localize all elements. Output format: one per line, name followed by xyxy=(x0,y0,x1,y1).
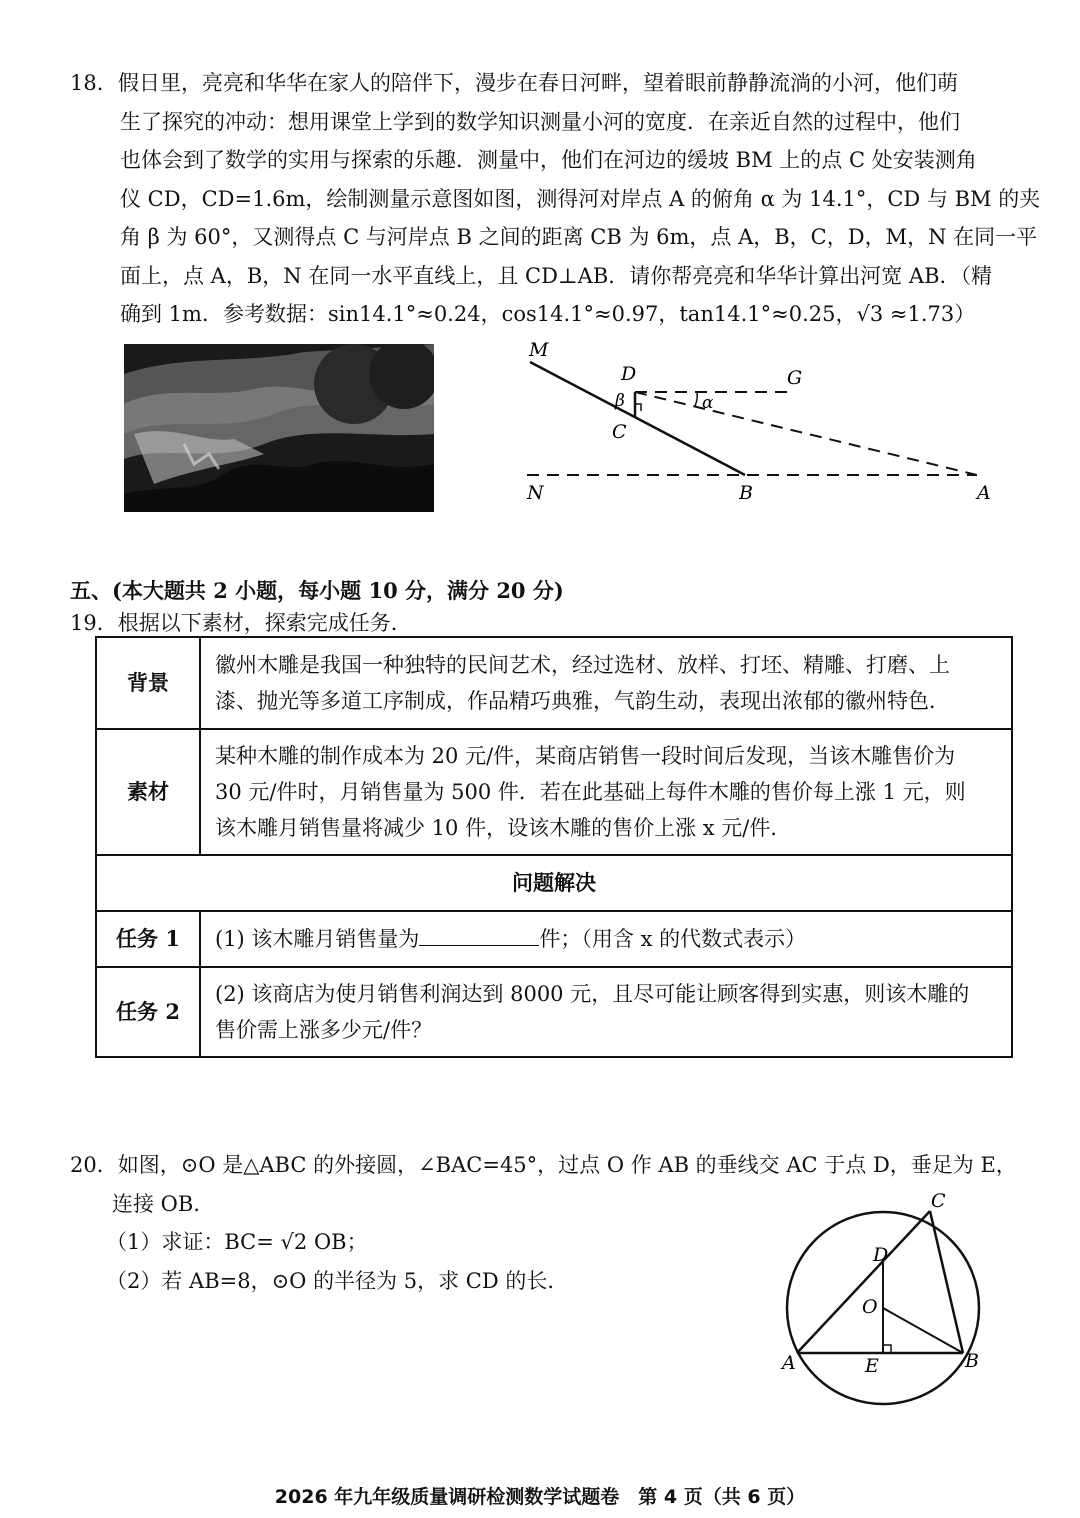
task-1-content: (1) 该木雕月销售量为 件；（用含 x 的代数式表示） xyxy=(200,911,1012,967)
label-b: B xyxy=(739,482,753,504)
label-alpha: α xyxy=(702,393,714,413)
line-da-dashed xyxy=(635,392,977,475)
table-row-task-2 xyxy=(96,967,1012,1057)
label-o: O xyxy=(862,1296,878,1318)
label-a: A xyxy=(782,1352,796,1374)
q19-intro: 19．根据以下素材，探索完成任务． xyxy=(70,611,412,635)
label-m: M xyxy=(529,339,549,361)
label-n: N xyxy=(527,482,544,504)
line-ob xyxy=(883,1308,963,1353)
page-footer: 2026 年九年级质量调研检测数学试题卷 第 4 页（共 6 页） xyxy=(274,1486,806,1508)
q18-line-4: 仪 CD，CD=1.6m，绘制测量示意图如图，测得河对岸点 A 的俯角 α 为 14.1°，CD 与 BM 的夹 xyxy=(120,186,1041,211)
q20-diagram xyxy=(770,1185,1010,1425)
label-g: G xyxy=(787,367,803,389)
section-5-title: 五、(本大题共 2 小题，每小题 10 分，满分 20 分) xyxy=(70,578,564,603)
q19-material-table xyxy=(95,636,1013,1058)
table-row-problem-header xyxy=(96,855,1012,911)
task-2-content: (2) 该商店为使月销售利润达到 8000 元，且尽可能让顾客得到实惠，则该木雕的 售价需上涨多少元/件？ xyxy=(200,967,1012,1057)
label-b: B xyxy=(965,1350,979,1372)
background-label: 背景 xyxy=(96,637,200,729)
q18-line-6: 面上，点 A，B，N 在同一水平直线上，且 CD⊥AB．请你帮亮亮和华华计算出河宽 AB．（精 xyxy=(120,263,993,288)
angle-alpha-arc xyxy=(695,392,697,406)
q18-line-1: 18. 假日里，亮亮和华华在家人的陪伴下，漫步在春日河畔，望着眼前静静流淌的小河，他们萌 xyxy=(70,64,1050,103)
q18-line-7: 确到 1m．参考数据：sin14.1°≈0.24，cos14.1°≈0.97，tan14.1°≈0.25，√3 ≈1.73） xyxy=(120,302,976,326)
river-photo xyxy=(124,344,434,512)
table-row-material xyxy=(96,729,1012,855)
label-d: D xyxy=(873,1244,889,1266)
q18-line-3: 也体会到了数学的实用与探索的乐趣．测量中，他们在河边的缓坡 BM 上的点 C 处安装测角 xyxy=(120,148,977,172)
q18-diagram xyxy=(515,336,1005,506)
q18-number: 18. xyxy=(70,71,104,95)
line-bc xyxy=(930,1211,963,1353)
label-e: E xyxy=(865,1355,879,1377)
label-c: C xyxy=(612,421,627,443)
material-content: 某种木雕的制作成本为 20 元/件，某商店销售一段时间后发现，当该木雕售价为 30 元/件时，月销售量为 500 件．若在此基础上每件木雕的售价每上涨 1 元，则 该木雕月销售量将减少 10 件，设该木雕的售价上涨 x 元/件． xyxy=(200,729,1012,855)
q20-part-2: （2）若 AB=8，⊙O 的半径为 5，求 CD 的长． xyxy=(106,1268,569,1293)
label-d: D xyxy=(621,363,637,385)
material-label: 素材 xyxy=(96,729,200,855)
q20-line-2: 连接 OB． xyxy=(112,1191,215,1216)
q20-part-1: （1）求证：BC= √2 OB； xyxy=(106,1230,368,1254)
background-content: 徽州木雕是我国一种独特的民间艺术，经过选材、放样、打坯、精雕、打磨、上 漆、抛光等多道工序制成，作品精巧典雅，气韵生动，表现出浓郁的徽州特色． xyxy=(200,637,1012,729)
label-c: C xyxy=(931,1190,946,1212)
q18-line-2: 生了探究的冲动：想用课堂上学到的数学知识测量小河的宽度．在亲近自然的过程中，他们 xyxy=(120,109,960,134)
table-row-task-1 xyxy=(96,911,1012,967)
line-mb xyxy=(530,362,745,475)
label-a: A xyxy=(977,482,991,504)
problem-header: 问题解决 xyxy=(96,855,1012,911)
task-2-label: 任务 2 xyxy=(96,967,200,1057)
question-18 xyxy=(70,64,1050,334)
label-beta: β xyxy=(615,391,625,411)
line-ac xyxy=(797,1211,930,1353)
task-1-label: 任务 1 xyxy=(96,911,200,967)
table-row-background xyxy=(96,637,1012,729)
answer-blank[interactable] xyxy=(419,923,539,946)
q20-line-1: 20．如图，⊙O 是△ABC 的外接圆，∠BAC=45°，过点 O 作 AB 的垂线交 AC 于点 D，垂足为 E， xyxy=(70,1153,1017,1177)
q18-line-5: 角 β 为 60°，又测得点 C 与河岸点 B 之间的距离 CB 为 6m，点 A，B，C，D，M，N 在同一平 xyxy=(120,225,1038,249)
